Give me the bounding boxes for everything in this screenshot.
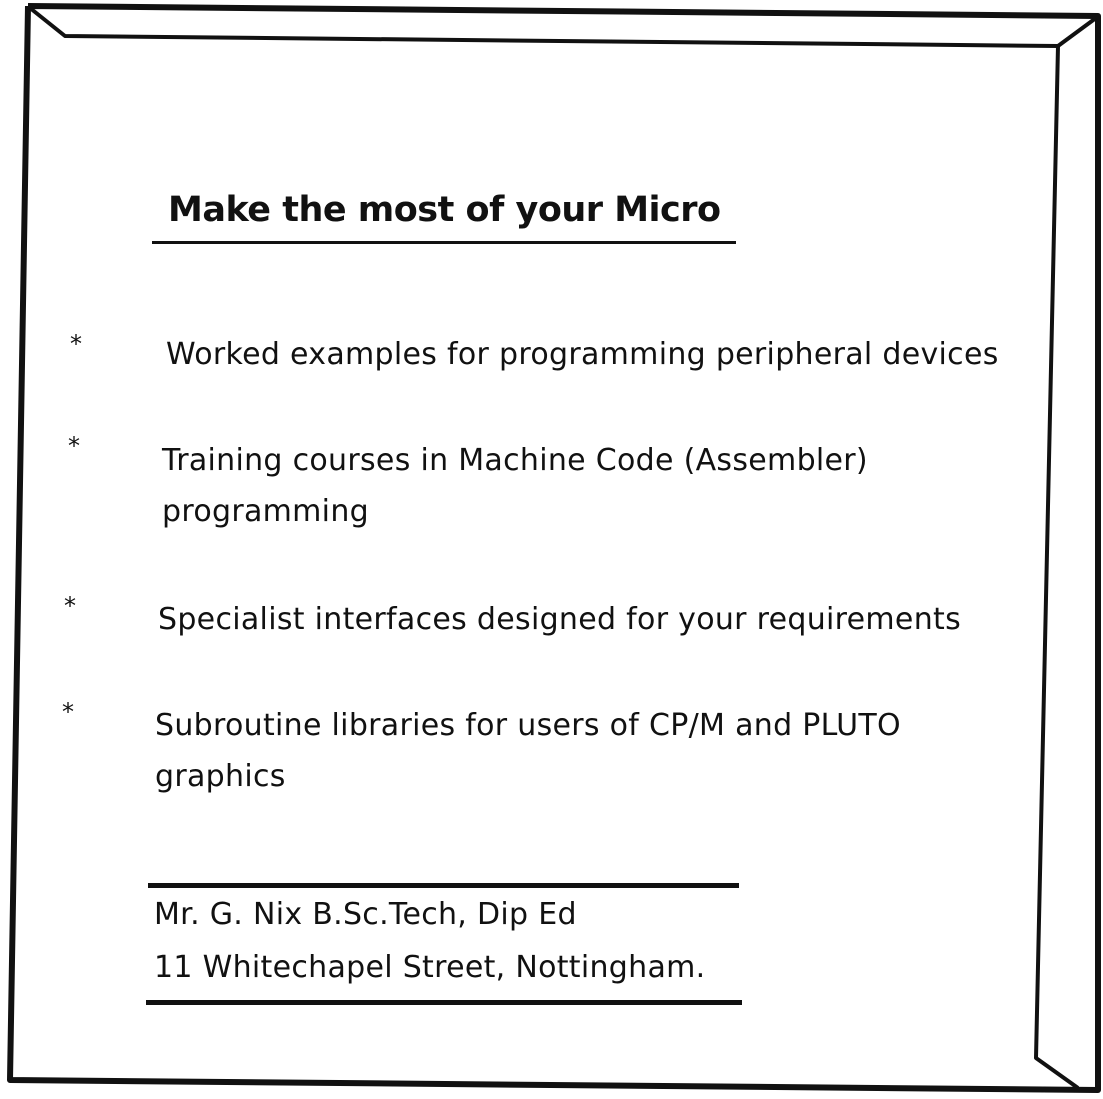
bullet-text: Worked examples for programming peripheral devices xyxy=(166,337,999,372)
bullet-text: Specialist interfaces designed for your requirements xyxy=(158,602,961,637)
bullet-marker: * xyxy=(62,698,74,726)
contact-bottom-rule xyxy=(146,1000,742,1005)
title-underline xyxy=(152,241,736,244)
contact-address: 11 Whitechapel Street, Nottingham. xyxy=(154,950,706,985)
bullet-text: Subroutine libraries for users of CP/M and PLUTO graphics xyxy=(155,708,901,794)
bullet-marker: * xyxy=(68,432,80,460)
ad-title: Make the most of your Micro xyxy=(168,190,721,230)
bullet-text: Training courses in Machine Code (Assembler) programming xyxy=(162,443,868,529)
contact-top-rule xyxy=(148,883,739,888)
contact-name: Mr. G. Nix B.Sc.Tech, Dip Ed xyxy=(154,897,577,932)
bullet-marker: * xyxy=(64,592,76,620)
frame-right-bevel xyxy=(1036,46,1078,1088)
bullet-marker: * xyxy=(70,330,82,358)
